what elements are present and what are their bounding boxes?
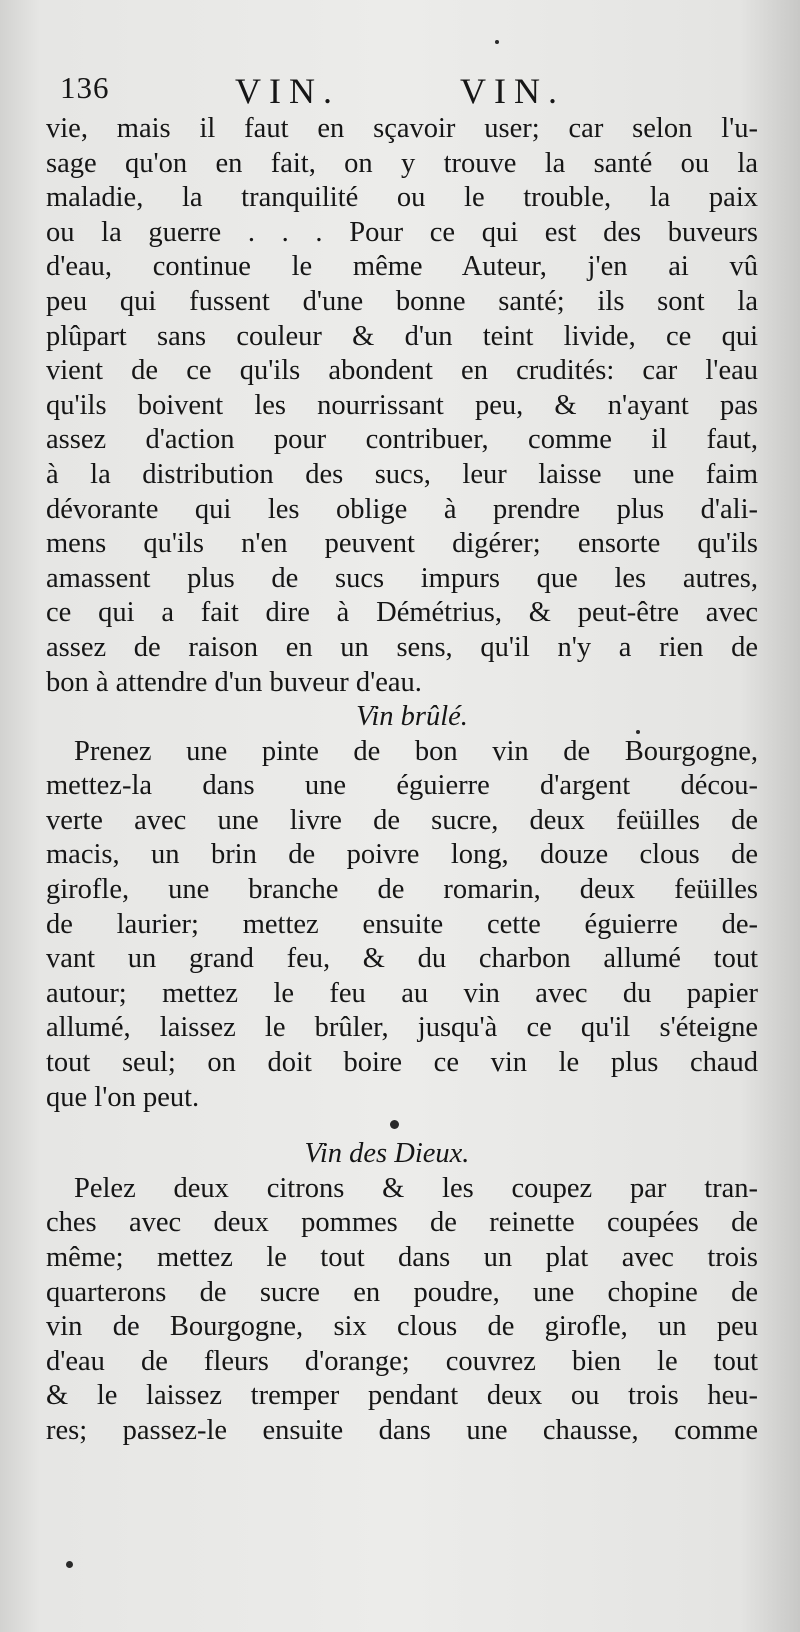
text-line: dévorante qui les oblige à prendre plus d'ali- bbox=[46, 493, 758, 525]
text-line: maladie, la tranquilité ou le trouble, la paix bbox=[46, 182, 758, 214]
text-line: ce qui a fait dire à Démétrius, & peut-être avec bbox=[46, 597, 758, 629]
text-line: à la distribution des sucs, leur laisse une faim bbox=[46, 458, 758, 490]
recipe-vin-brule bbox=[46, 735, 758, 1116]
text-line: qu'ils boivent les nourrissant peu, & n'ayant pas bbox=[46, 389, 758, 421]
text-line: bon à attendre d'un buveur d'eau. bbox=[46, 666, 422, 698]
text-line: verte avec une livre de sucre, deux feüilles de bbox=[46, 804, 758, 836]
text-line: mens qu'ils n'en peuvent digérer; ensorte qu'ils bbox=[46, 528, 758, 560]
ink-speck bbox=[636, 730, 640, 734]
text-line: vin de Bourgogne, six clous de girofle, un peu bbox=[46, 1311, 758, 1343]
text-line: que l'on peut. bbox=[46, 1081, 200, 1113]
text-line: assez d'action pour contribuer, comme il faut, bbox=[46, 424, 758, 456]
text-line: girofle, une branche de romarin, deux feüilles bbox=[46, 874, 758, 906]
running-title-right: VIN. bbox=[460, 71, 565, 111]
paragraph-water-drinkers bbox=[46, 112, 758, 700]
text-line: sage qu'on en fait, on y trouve la santé ou la bbox=[46, 147, 758, 179]
text-line: amassent plus de sucs impurs que les autres, bbox=[46, 562, 758, 594]
ink-speck bbox=[66, 1561, 73, 1568]
body-text bbox=[46, 112, 758, 1449]
text-line: assez de raison en un sens, qu'il n'y a rien de bbox=[46, 631, 758, 663]
text-line: d'eau, continue le même Auteur, j'en ai vû bbox=[46, 251, 758, 283]
text-line: allumé, laissez le brûler, jusqu'à ce qu'il s'éteigne bbox=[46, 1012, 758, 1044]
text-line: autour; mettez le feu au vin avec du papier bbox=[46, 977, 758, 1009]
ink-speck bbox=[495, 40, 499, 44]
text-line: plûpart sans couleur & d'un teint livide, ce qui bbox=[46, 320, 758, 352]
text-line: res; passez-le ensuite dans une chausse, comme bbox=[46, 1414, 758, 1446]
text-line: d'eau de fleurs d'orange; couvrez bien le tout bbox=[46, 1345, 758, 1377]
section-heading-vin-brule: Vin brûlé. bbox=[356, 701, 468, 733]
text-line: Prenez une pinte de bon vin de Bourgogne, bbox=[74, 735, 758, 767]
text-line: de laurier; mettez ensuite cette éguierre de- bbox=[46, 908, 758, 940]
section-heading-vin-des-dieux: Vin des Dieux. bbox=[304, 1138, 470, 1170]
text-line: vient de ce qu'ils abondent en crudités: car l'eau bbox=[46, 355, 758, 387]
ink-speck bbox=[390, 1120, 399, 1129]
text-line: mettez-la dans une éguierre d'argent décou- bbox=[46, 770, 758, 802]
text-line: vie, mais il faut en sçavoir user; car selon l'u- bbox=[46, 113, 758, 144]
page-number: 136 bbox=[60, 70, 110, 105]
text-line: vant un grand feu, & du charbon allumé tout bbox=[46, 943, 758, 975]
text-line: même; mettez le tout dans un plat avec trois bbox=[46, 1242, 758, 1273]
text-line: Pelez deux citrons & les coupez par tran- bbox=[74, 1172, 758, 1204]
recipe-vin-des-dieux bbox=[46, 1172, 758, 1449]
text-line: quarterons de sucre en poudre, une chopine de bbox=[46, 1276, 758, 1308]
text-line: & le laissez tremper pendant deux ou trois heu- bbox=[46, 1380, 758, 1412]
text-line: ches avec deux pommes de reinette coupées de bbox=[46, 1207, 758, 1239]
text-line: tout seul; on doit boire ce vin le plus chaud bbox=[46, 1047, 758, 1079]
running-title-left: VIN. bbox=[235, 71, 340, 111]
page-header bbox=[60, 70, 760, 114]
text-line: ou la guerre . . . Pour ce qui est des buveurs bbox=[46, 216, 758, 248]
text-line: macis, un brin de poivre long, douze clous de bbox=[46, 839, 758, 871]
text-line: peu qui fussent d'une bonne santé; ils sont la bbox=[46, 285, 758, 317]
